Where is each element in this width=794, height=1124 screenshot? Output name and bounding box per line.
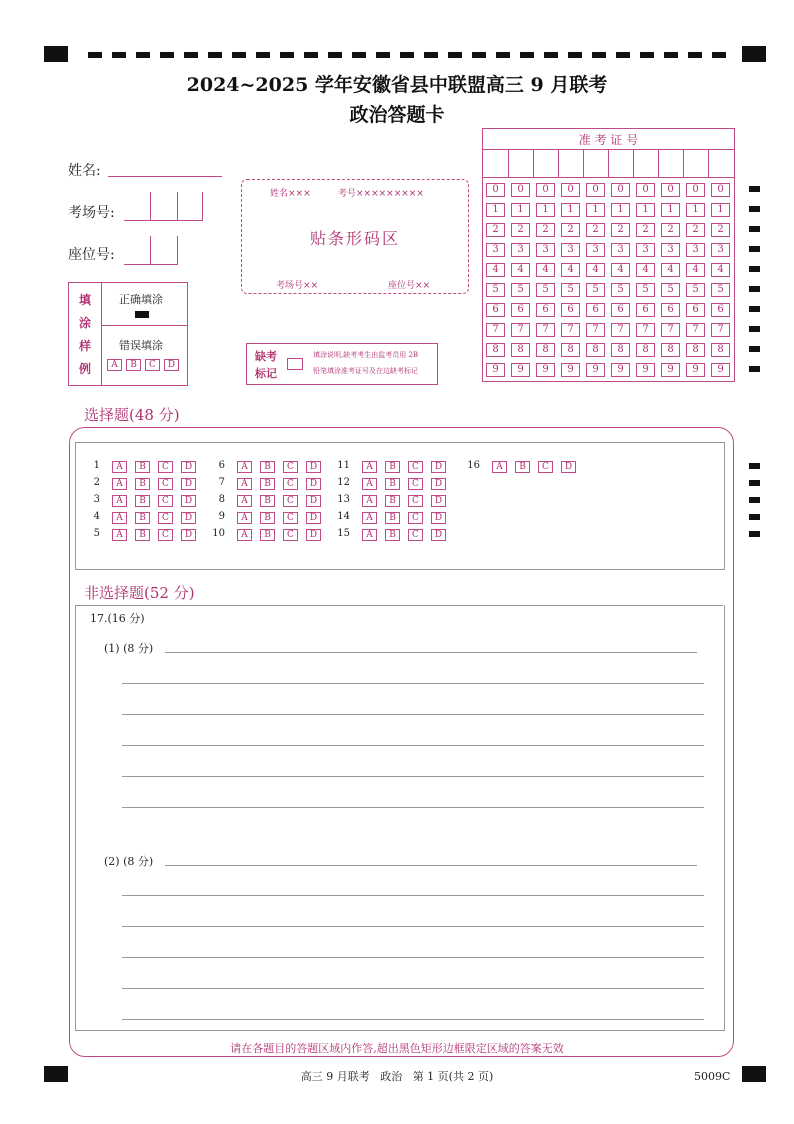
- option-bubble-d[interactable]: D: [306, 529, 321, 541]
- admission-digit-bubble[interactable]: 1: [711, 203, 730, 217]
- timing-dash: [160, 52, 174, 58]
- absent-note-2: 铅笔填涂准考证号及在边缺考标记: [313, 367, 418, 375]
- question-number: 2: [93, 477, 100, 488]
- admission-digit-bubble[interactable]: 9: [536, 363, 555, 377]
- admission-digit-bubble[interactable]: 1: [511, 203, 530, 217]
- admission-digit-bubble[interactable]: 0: [661, 183, 680, 197]
- option-bubble-c[interactable]: C: [283, 512, 298, 524]
- option-bubble-a[interactable]: A: [112, 495, 127, 507]
- admission-digit-bubble[interactable]: 7: [711, 323, 730, 337]
- admission-digit-bubble[interactable]: 1: [486, 203, 505, 217]
- question-number: 15: [337, 528, 350, 539]
- choice-section-title: 选择题(48 分): [84, 406, 180, 424]
- admission-digit-bubble[interactable]: 4: [636, 263, 655, 277]
- option-bubble-a[interactable]: A: [112, 529, 127, 541]
- admission-title: 准 考 证 号: [578, 133, 639, 147]
- admission-digit-bubble[interactable]: 9: [586, 363, 605, 377]
- option-bubble-b[interactable]: B: [260, 461, 275, 473]
- admission-digit-bubble[interactable]: 2: [511, 223, 530, 237]
- option-bubble-b[interactable]: B: [260, 529, 275, 541]
- admission-digit-bubble[interactable]: 5: [661, 283, 680, 297]
- option-bubble-b[interactable]: B: [260, 512, 275, 524]
- admission-digit-bubble[interactable]: 4: [661, 263, 680, 277]
- option-bubble-d[interactable]: D: [181, 478, 196, 490]
- admission-digit-bubble[interactable]: 3: [661, 243, 680, 257]
- admission-write-cell[interactable]: [583, 149, 608, 177]
- timing-dash: [136, 52, 150, 58]
- answer-line[interactable]: [122, 1019, 704, 1020]
- option-bubble-b[interactable]: B: [385, 529, 400, 541]
- question-number: 16: [467, 460, 480, 471]
- option-bubble-d[interactable]: D: [431, 512, 446, 524]
- room-field-cell-2[interactable]: [176, 192, 203, 221]
- admission-digit-bubble[interactable]: 9: [611, 363, 630, 377]
- admission-digit-bubble[interactable]: 2: [586, 223, 605, 237]
- option-bubble-a[interactable]: A: [362, 529, 377, 541]
- option-bubble-b[interactable]: B: [260, 495, 275, 507]
- name-label: 姓名:: [68, 163, 101, 179]
- admission-digit-bubble[interactable]: 9: [686, 363, 705, 377]
- admission-write-cell[interactable]: [708, 149, 733, 177]
- timing-mark: [749, 186, 760, 192]
- option-bubble-c[interactable]: C: [408, 478, 423, 490]
- timing-dash: [280, 52, 294, 58]
- correct-fill-label: 正确填涂: [119, 293, 163, 306]
- timing-dash: [496, 52, 510, 58]
- admission-digit-bubble[interactable]: 0: [586, 183, 605, 197]
- option-bubble-d[interactable]: D: [181, 461, 196, 473]
- admission-digit-bubble[interactable]: 6: [661, 303, 680, 317]
- fill-example-side: [69, 283, 102, 385]
- option-bubble-d[interactable]: D: [306, 512, 321, 524]
- admission-digit-bubble[interactable]: 2: [711, 223, 730, 237]
- option-bubble-d[interactable]: D: [306, 461, 321, 473]
- admission-digit-bubble[interactable]: 3: [711, 243, 730, 257]
- choice-answer-area: [75, 442, 725, 570]
- admission-digit-bubble[interactable]: 0: [711, 183, 730, 197]
- option-bubble-b[interactable]: B: [385, 495, 400, 507]
- option-bubble-a[interactable]: A: [237, 461, 252, 473]
- admission-digit-bubble[interactable]: 5: [686, 283, 705, 297]
- admission-digit-bubble[interactable]: 6: [536, 303, 555, 317]
- admission-digit-bubble[interactable]: 7: [511, 323, 530, 337]
- admission-digit-bubble[interactable]: 8: [486, 343, 505, 357]
- admission-digit-bubble[interactable]: 8: [561, 343, 580, 357]
- seat-field-cell[interactable]: [150, 236, 178, 265]
- timing-dash: [328, 52, 342, 58]
- option-bubble-d[interactable]: D: [431, 529, 446, 541]
- admission-digit-bubble[interactable]: 5: [511, 283, 530, 297]
- admission-digit-bubble[interactable]: 7: [686, 323, 705, 337]
- timing-dash: [424, 52, 438, 58]
- admission-digit-bubble[interactable]: 3: [586, 243, 605, 257]
- admission-digit-bubble[interactable]: 0: [486, 183, 505, 197]
- corner-mark-top-left: [44, 46, 68, 62]
- room-field-underline: [124, 192, 150, 221]
- admission-digit-bubble[interactable]: 3: [486, 243, 505, 257]
- timing-dash: [184, 52, 198, 58]
- timing-mark: [749, 306, 760, 312]
- admission-digit-bubble[interactable]: 0: [686, 183, 705, 197]
- seat-field-underline: [124, 236, 150, 265]
- admission-write-cell[interactable]: [633, 149, 658, 177]
- answer-line[interactable]: [122, 926, 704, 927]
- admission-digit-bubble[interactable]: 9: [661, 363, 680, 377]
- timing-mark: [749, 266, 760, 272]
- admission-digit-bubble[interactable]: 6: [586, 303, 605, 317]
- admission-digit-bubble[interactable]: 1: [636, 203, 655, 217]
- timing-mark: [749, 480, 760, 486]
- option-bubble-d[interactable]: D: [306, 478, 321, 490]
- option-bubble-c[interactable]: C: [158, 495, 173, 507]
- admission-digit-bubble[interactable]: 6: [636, 303, 655, 317]
- room-label: 考场号:: [68, 205, 115, 221]
- timing-dash: [568, 52, 582, 58]
- timing-dash: [376, 52, 390, 58]
- timing-dash: [448, 52, 462, 58]
- admission-number-grid: [482, 128, 735, 382]
- side-char-1: 填: [79, 293, 92, 307]
- option-bubble-c[interactable]: C: [283, 478, 298, 490]
- option-bubble-b[interactable]: B: [385, 478, 400, 490]
- absent-note-1: 填涂说明,缺考考生由监考员用 2B: [313, 351, 419, 359]
- option-bubble-a[interactable]: A: [112, 461, 127, 473]
- timing-dash: [472, 52, 486, 58]
- admission-digit-bubble[interactable]: 2: [536, 223, 555, 237]
- option-bubble-c[interactable]: C: [158, 512, 173, 524]
- side-char-4: 例: [79, 362, 92, 376]
- answer-line[interactable]: [122, 745, 704, 746]
- admission-digit-bubble[interactable]: 2: [561, 223, 580, 237]
- option-bubble-c[interactable]: C: [408, 512, 423, 524]
- admission-digit-bubble[interactable]: 8: [511, 343, 530, 357]
- wrong-sample-c: C: [145, 359, 160, 371]
- option-bubble-c[interactable]: C: [408, 461, 423, 473]
- admission-digit-bubble[interactable]: 3: [636, 243, 655, 257]
- admission-digit-bubble[interactable]: 4: [586, 263, 605, 277]
- admission-digit-bubble[interactable]: 7: [486, 323, 505, 337]
- timing-dash: [544, 52, 558, 58]
- admission-digit-bubble[interactable]: 4: [711, 263, 730, 277]
- corner-mark-top-right: [742, 46, 766, 62]
- question-number: 14: [337, 511, 350, 522]
- timing-dash: [616, 52, 630, 58]
- essay-section-title: 非选择题(52 分): [84, 584, 195, 602]
- timing-mark: [749, 531, 760, 537]
- admission-digit-bubble[interactable]: 3: [686, 243, 705, 257]
- admission-digit-bubble[interactable]: 0: [511, 183, 530, 197]
- admission-digit-bubble[interactable]: 2: [636, 223, 655, 237]
- timing-dash: [304, 52, 318, 58]
- timing-mark: [749, 497, 760, 503]
- wrong-fill-label: 错误填涂: [119, 339, 163, 352]
- fill-example-box: [68, 282, 188, 386]
- admission-digit-bubble[interactable]: 8: [536, 343, 555, 357]
- option-bubble-b[interactable]: B: [385, 461, 400, 473]
- q17-part2-label: (2) (8 分): [104, 855, 154, 868]
- option-bubble-c[interactable]: C: [158, 461, 173, 473]
- timing-mark: [749, 463, 760, 469]
- answer-line[interactable]: [122, 776, 704, 777]
- timing-dash: [88, 52, 102, 58]
- admission-digit-bubble[interactable]: 2: [661, 223, 680, 237]
- option-bubble-d[interactable]: D: [431, 478, 446, 490]
- absent-mark-box: [246, 343, 438, 385]
- question-number: 6: [218, 460, 225, 471]
- option-bubble-a[interactable]: A: [362, 495, 377, 507]
- question-number: 1: [93, 460, 100, 471]
- option-bubble-c[interactable]: C: [538, 461, 553, 473]
- side-char-3: 样: [79, 339, 92, 353]
- admission-digit-bubble[interactable]: 7: [561, 323, 580, 337]
- admission-digit-bubble[interactable]: 6: [711, 303, 730, 317]
- question-number: 5: [93, 528, 100, 539]
- admission-digit-bubble[interactable]: 8: [611, 343, 630, 357]
- admission-digit-bubble[interactable]: 0: [636, 183, 655, 197]
- admission-digit-bubble[interactable]: 3: [561, 243, 580, 257]
- answer-line[interactable]: [122, 714, 704, 715]
- barcode-seat-hint: 座位号××: [388, 281, 431, 291]
- footer-code: 5009C: [694, 1070, 731, 1083]
- option-bubble-c[interactable]: C: [283, 529, 298, 541]
- timing-dash: [208, 52, 222, 58]
- admission-digit-bubble[interactable]: 1: [536, 203, 555, 217]
- admission-digit-bubble[interactable]: 9: [486, 363, 505, 377]
- correct-fill-sample: [135, 311, 149, 318]
- admission-digit-bubble[interactable]: 8: [686, 343, 705, 357]
- option-bubble-d[interactable]: D: [181, 529, 196, 541]
- timing-mark: [749, 326, 760, 332]
- barcode-name-hint: 姓名×××: [270, 189, 311, 199]
- timing-dash: [256, 52, 270, 58]
- admission-digit-bubble[interactable]: 4: [511, 263, 530, 277]
- admission-digit-bubble[interactable]: 5: [486, 283, 505, 297]
- admission-write-cell[interactable]: [508, 149, 533, 177]
- timing-dash: [592, 52, 606, 58]
- option-bubble-b[interactable]: B: [260, 478, 275, 490]
- question-number: 11: [337, 460, 350, 471]
- admission-digit-bubble[interactable]: 6: [511, 303, 530, 317]
- answer-line[interactable]: [122, 895, 704, 896]
- absent-label-1: 缺考: [255, 350, 277, 363]
- question-number: 12: [337, 477, 350, 488]
- barcode-title: 贴条形码区: [309, 229, 400, 248]
- admission-write-cell[interactable]: [608, 149, 633, 177]
- admission-digit-bubble[interactable]: 7: [636, 323, 655, 337]
- admission-digit-bubble[interactable]: 8: [661, 343, 680, 357]
- option-bubble-d[interactable]: D: [431, 461, 446, 473]
- wrong-sample-a: A: [107, 359, 122, 371]
- wrong-sample-d: D: [164, 359, 179, 371]
- admission-digit-bubble[interactable]: 8: [586, 343, 605, 357]
- admission-digit-bubble[interactable]: 1: [611, 203, 630, 217]
- timing-dash: [640, 52, 654, 58]
- question-number: 7: [218, 477, 225, 488]
- option-bubble-d[interactable]: D: [181, 495, 196, 507]
- timing-dash: [664, 52, 678, 58]
- admission-digit-bubble[interactable]: 1: [661, 203, 680, 217]
- answer-line[interactable]: [122, 683, 704, 684]
- timing-dash: [400, 52, 414, 58]
- q17-part2-firstline[interactable]: [165, 865, 697, 866]
- timing-dash: [352, 52, 366, 58]
- option-bubble-d[interactable]: D: [431, 495, 446, 507]
- admission-digit-bubble[interactable]: 7: [611, 323, 630, 337]
- admission-digit-bubble[interactable]: 9: [561, 363, 580, 377]
- admission-digit-bubble[interactable]: 8: [711, 343, 730, 357]
- admission-write-cell[interactable]: [483, 149, 508, 177]
- question-number: 13: [337, 494, 350, 505]
- option-bubble-b[interactable]: B: [135, 478, 150, 490]
- admission-digit-bubble[interactable]: 1: [686, 203, 705, 217]
- answer-line[interactable]: [122, 988, 704, 989]
- option-bubble-a[interactable]: A: [237, 512, 252, 524]
- fill-example-divider: [101, 325, 187, 326]
- admission-digit-bubble[interactable]: 0: [611, 183, 630, 197]
- admission-digit-bubble[interactable]: 6: [561, 303, 580, 317]
- admission-digit-bubble[interactable]: 1: [586, 203, 605, 217]
- option-bubble-b[interactable]: B: [515, 461, 530, 473]
- question-number: 8: [218, 494, 225, 505]
- option-bubble-b[interactable]: B: [135, 495, 150, 507]
- admission-digit-bubble[interactable]: 4: [686, 263, 705, 277]
- admission-digit-bubble[interactable]: 6: [611, 303, 630, 317]
- timing-mark: [749, 514, 760, 520]
- timing-mark: [749, 246, 760, 252]
- option-bubble-a[interactable]: A: [112, 512, 127, 524]
- option-bubble-d[interactable]: D: [306, 495, 321, 507]
- admission-digit-bubble[interactable]: 9: [636, 363, 655, 377]
- option-bubble-a[interactable]: A: [492, 461, 507, 473]
- footer-page-info: 高三 9 月联考 政治 第 1 页(共 2 页): [300, 1070, 494, 1083]
- timing-dash: [712, 52, 726, 58]
- barcode-exam-no-hint: 考号×××××××××: [338, 189, 424, 199]
- admission-digit-bubble[interactable]: 2: [686, 223, 705, 237]
- admission-digit-bubble[interactable]: 5: [536, 283, 555, 297]
- wrong-sample-b: B: [126, 359, 141, 371]
- admission-digit-bubble[interactable]: 2: [486, 223, 505, 237]
- timing-dash: [520, 52, 534, 58]
- admission-digit-bubble[interactable]: 4: [486, 263, 505, 277]
- question-number: 9: [218, 511, 225, 522]
- option-bubble-b[interactable]: B: [135, 461, 150, 473]
- page-subtitle: 政治答题卡: [349, 104, 445, 126]
- essay-answer-area: [75, 605, 725, 1031]
- absent-checkbox[interactable]: [287, 358, 303, 370]
- q17-part1-label: (1) (8 分): [104, 642, 154, 655]
- q17-part1-firstline[interactable]: [165, 652, 697, 653]
- question-number: 4: [93, 511, 100, 522]
- admission-digit-bubble[interactable]: 1: [561, 203, 580, 217]
- option-bubble-c[interactable]: C: [283, 461, 298, 473]
- option-bubble-b[interactable]: B: [135, 529, 150, 541]
- barcode-room-hint: 考场号××: [276, 281, 319, 291]
- timing-dash: [232, 52, 246, 58]
- admission-digit-bubble[interactable]: 4: [611, 263, 630, 277]
- seat-label: 座位号:: [68, 247, 115, 263]
- answer-line[interactable]: [122, 957, 704, 958]
- admission-digit-bubble[interactable]: 5: [636, 283, 655, 297]
- option-bubble-a[interactable]: A: [237, 495, 252, 507]
- admission-write-cell[interactable]: [683, 149, 708, 177]
- option-bubble-c[interactable]: C: [408, 529, 423, 541]
- option-bubble-b[interactable]: B: [385, 512, 400, 524]
- option-bubble-c[interactable]: C: [158, 529, 173, 541]
- timing-mark: [749, 346, 760, 352]
- footer-warning: 请在各题目的答题区域内作答,超出黑色矩形边框限定区域的答案无效: [230, 1042, 564, 1055]
- admission-digit-bubble[interactable]: 5: [711, 283, 730, 297]
- admission-digit-bubble[interactable]: 4: [536, 263, 555, 277]
- option-bubble-c[interactable]: C: [283, 495, 298, 507]
- admission-digit-bubble[interactable]: 8: [636, 343, 655, 357]
- timing-mark: [749, 226, 760, 232]
- answer-line[interactable]: [122, 807, 704, 808]
- admission-digit-bubble[interactable]: 3: [611, 243, 630, 257]
- admission-digit-bubble[interactable]: 2: [611, 223, 630, 237]
- admission-write-cell[interactable]: [558, 149, 583, 177]
- timing-dash: [688, 52, 702, 58]
- question-number: 10: [212, 528, 225, 539]
- name-field[interactable]: [108, 160, 222, 177]
- admission-digit-bubble[interactable]: 6: [486, 303, 505, 317]
- admission-write-cell[interactable]: [658, 149, 683, 177]
- admission-digit-bubble[interactable]: 0: [536, 183, 555, 197]
- admission-digit-bubble[interactable]: 7: [661, 323, 680, 337]
- option-bubble-c[interactable]: C: [158, 478, 173, 490]
- barcode-area: [241, 179, 469, 294]
- option-bubble-a[interactable]: A: [362, 478, 377, 490]
- admission-digit-bubble[interactable]: 7: [586, 323, 605, 337]
- admission-digit-bubble[interactable]: 5: [586, 283, 605, 297]
- absent-label-2: 标记: [255, 367, 277, 380]
- option-bubble-a[interactable]: A: [112, 478, 127, 490]
- wrong-fill-samples: [107, 359, 187, 371]
- option-bubble-c[interactable]: C: [408, 495, 423, 507]
- admission-digit-bubble[interactable]: 7: [536, 323, 555, 337]
- q17-label: 17.(16 分): [90, 612, 145, 625]
- timing-mark: [749, 286, 760, 292]
- page-title: 2024~2025 学年安徽省县中联盟高三 9 月联考: [186, 74, 608, 96]
- admission-digit-bubble[interactable]: 3: [536, 243, 555, 257]
- side-char-2: 涂: [79, 316, 92, 330]
- timing-mark: [749, 206, 760, 212]
- admission-digit-bubble[interactable]: 4: [561, 263, 580, 277]
- option-bubble-d[interactable]: D: [561, 461, 576, 473]
- timing-dash: [112, 52, 126, 58]
- option-bubble-a[interactable]: A: [362, 512, 377, 524]
- option-bubble-a[interactable]: A: [362, 461, 377, 473]
- option-bubble-a[interactable]: A: [237, 478, 252, 490]
- admission-digit-bubble[interactable]: 9: [711, 363, 730, 377]
- option-bubble-a[interactable]: A: [237, 529, 252, 541]
- admission-digit-bubble[interactable]: 5: [561, 283, 580, 297]
- admission-digit-bubble[interactable]: 5: [611, 283, 630, 297]
- admission-digit-bubble[interactable]: 9: [511, 363, 530, 377]
- option-bubble-b[interactable]: B: [135, 512, 150, 524]
- question-number: 3: [93, 494, 100, 505]
- option-bubble-d[interactable]: D: [181, 512, 196, 524]
- room-field-cell-1[interactable]: [150, 192, 178, 221]
- admission-digit-bubble[interactable]: 6: [686, 303, 705, 317]
- timing-mark: [749, 366, 760, 372]
- admission-digit-bubble[interactable]: 3: [511, 243, 530, 257]
- admission-digit-bubble[interactable]: 0: [561, 183, 580, 197]
- admission-write-cell[interactable]: [533, 149, 558, 177]
